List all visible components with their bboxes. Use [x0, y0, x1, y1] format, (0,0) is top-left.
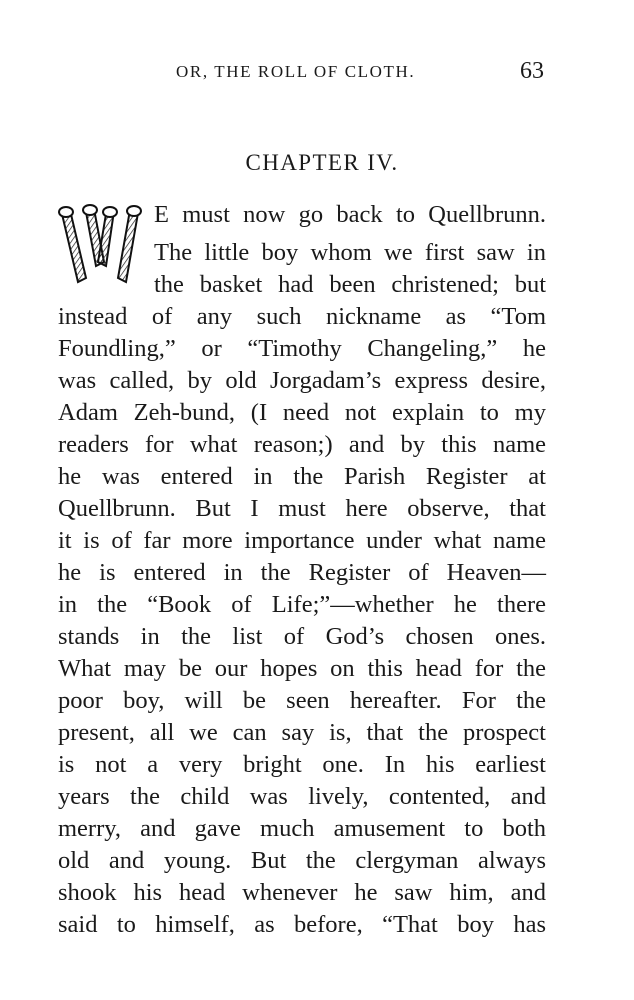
body-line-6: was called, by old Jorgadam’s express desire, — [58, 367, 546, 394]
body-line-12: he is entered in the Register of Heaven— — [58, 559, 546, 586]
body-line-21: old and young. But the clergyman always — [58, 847, 546, 874]
chapter-heading: CHAPTER IV. — [245, 150, 399, 175]
body-line-13: in the “Book of Life;”—whether he there — [58, 591, 546, 618]
running-head: OR, THE ROLL OF CLOTH. — [176, 62, 416, 81]
body-line-5: Foundling,” or “Timothy Changeling,” he — [58, 335, 546, 362]
body-line-18: is not a very bright one. In his earliest — [58, 751, 546, 778]
body-line-9: he was entered in the Parish Register at — [58, 463, 546, 490]
body-line-2: The little boy whom we first saw in — [154, 239, 546, 266]
body-line-15: What may be our hopes on this head for the — [58, 655, 546, 682]
body-line-14: stands in the list of God’s chosen ones. — [58, 623, 546, 650]
body-line-20: merry, and gave much amusement to both — [58, 815, 546, 842]
body-line-1: E must now go back to Quellbrunn. — [154, 201, 546, 228]
body-line-16: poor boy, will be seen hereafter. For the — [58, 687, 546, 714]
drop-cap-logs — [59, 205, 141, 282]
body-line-4: instead of any such nickname as “Tom — [58, 303, 546, 330]
body-line-19: years the child was lively, contented, and — [58, 783, 546, 810]
page-number: 63 — [520, 58, 544, 84]
body-line-3: the basket had been christened; but — [154, 271, 546, 298]
body-line-11: it is of far more importance under what name — [58, 527, 546, 554]
drop-cap-ornament — [56, 200, 148, 288]
body-line-8: readers for what reason;) and by this name — [58, 431, 546, 458]
body-line-22: shook his head whenever he saw him, and — [58, 879, 546, 906]
drop-cap-letter: W — [101, 280, 103, 281]
body-line-10: Quellbrunn. But I must here observe, that — [58, 495, 546, 522]
body-line-23: said to himself, as before, “That boy has — [58, 911, 546, 938]
body-line-7: Adam Zeh-bund, (I need not explain to my — [58, 399, 546, 426]
body-line-17: present, all we can say is, that the prospect — [58, 719, 546, 746]
